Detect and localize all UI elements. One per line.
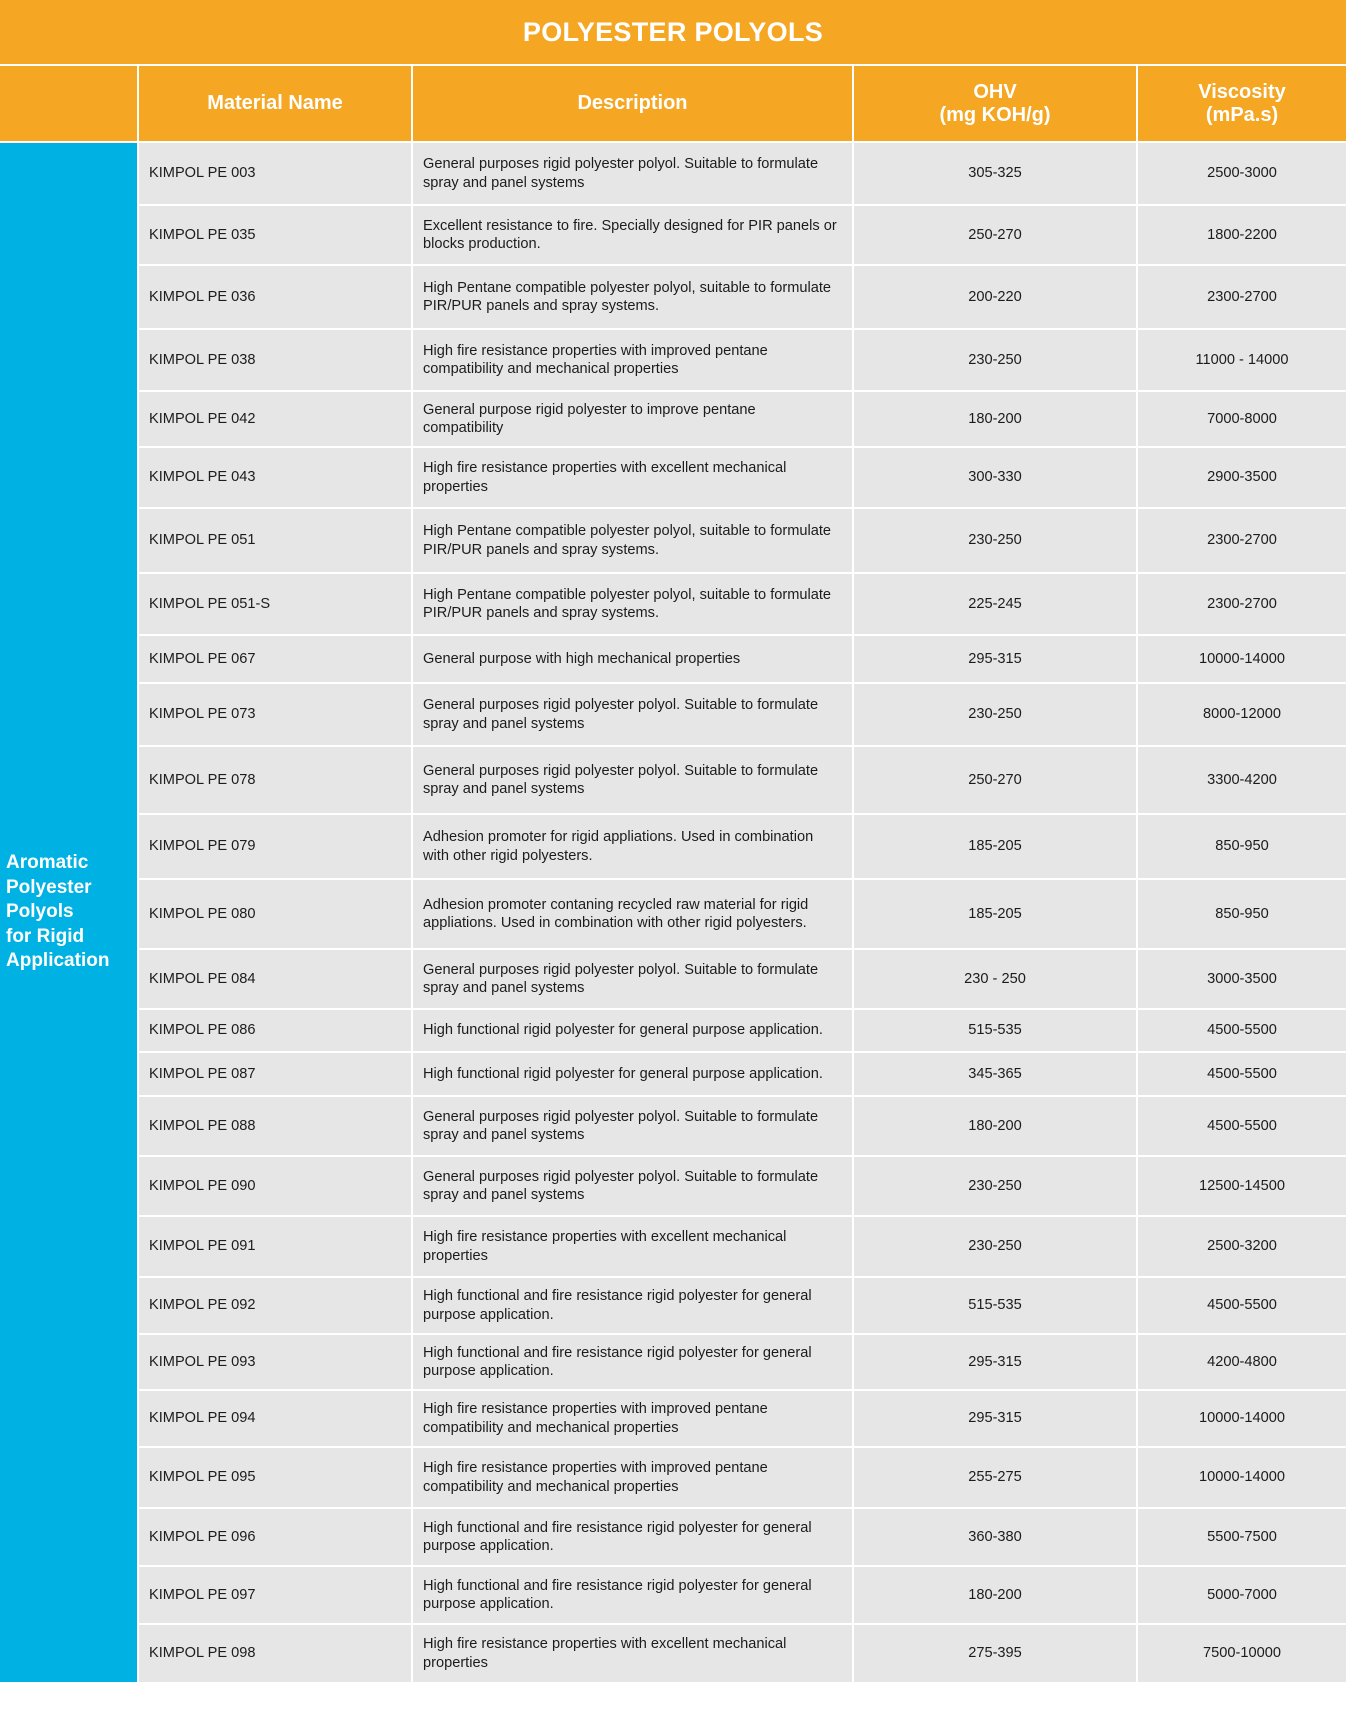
- table-row: [0, 142, 1346, 205]
- ohv-cell: 230-250: [853, 329, 1137, 391]
- description-line-1: General purposes rigid polyester polyol. Suitable to formulate: [423, 961, 819, 978]
- material-name-cell: KIMPOL PE 043: [138, 447, 412, 508]
- description-cell: [412, 573, 853, 635]
- description-line-1: High functional and fire resistance rigid polyester for general: [423, 1577, 812, 1594]
- description-cell: [412, 508, 853, 573]
- viscosity-cell: 11000 - 14000: [1137, 329, 1346, 391]
- description-cell: [412, 1390, 853, 1447]
- ohv-cell: 230-250: [853, 1216, 1137, 1277]
- ohv-cell: 515-535: [853, 1277, 1137, 1334]
- material-name-cell: KIMPOL PE 093: [138, 1334, 412, 1390]
- header-ohv: [853, 65, 1137, 142]
- table-row: [0, 205, 1346, 265]
- description-line-1: High fire resistance properties with improved pentane: [423, 342, 768, 359]
- viscosity-cell: 10000-14000: [1137, 1447, 1346, 1508]
- description-line-1: High fire resistance properties with excellent mechanical: [423, 1229, 787, 1245]
- table-row: [0, 265, 1346, 329]
- description-line-2: compatibility and mechanical properties: [423, 1478, 679, 1495]
- description-line-2: spray and panel systems: [423, 1127, 585, 1143]
- description-cell: [412, 879, 853, 949]
- material-name-cell: KIMPOL PE 096: [138, 1508, 412, 1566]
- description-line-1: High functional and fire resistance rigid polyester for general: [423, 1344, 812, 1361]
- description-cell: [412, 1156, 853, 1216]
- header-ohv-line2: (mg KOH/g): [939, 103, 1051, 126]
- description-cell: [412, 1566, 853, 1624]
- description-cell: [412, 329, 853, 391]
- description-line-1: High fire resistance properties with improved pentane: [423, 1460, 768, 1476]
- ohv-cell: 250-270: [853, 205, 1137, 265]
- ohv-cell: 295-315: [853, 635, 1137, 683]
- ohv-cell: 300-330: [853, 447, 1137, 508]
- table-row: [0, 879, 1346, 949]
- description-line-1: Excellent resistance to fire. Specially designed for PIR panels or: [423, 217, 837, 234]
- header-viscosity-line1: Viscosity: [1198, 80, 1286, 103]
- material-name-cell: KIMPOL PE 051: [138, 508, 412, 573]
- table-row: [0, 508, 1346, 573]
- table-row: [0, 1052, 1346, 1096]
- table-row: [0, 1277, 1346, 1334]
- ohv-cell: 230-250: [853, 508, 1137, 573]
- table-row: [0, 1156, 1346, 1216]
- material-name-cell: KIMPOL PE 088: [138, 1096, 412, 1156]
- material-name-cell: KIMPOL PE 073: [138, 683, 412, 746]
- description-cell: [412, 1277, 853, 1334]
- table-row: [0, 1216, 1346, 1277]
- table-row: [0, 635, 1346, 683]
- viscosity-cell: 2500-3200: [1137, 1216, 1346, 1277]
- material-name-cell: KIMPOL PE 092: [138, 1277, 412, 1334]
- description-cell: [412, 949, 853, 1009]
- table-row: [0, 814, 1346, 879]
- description-line-2: compatibility and mechanical properties: [423, 1419, 679, 1436]
- table-row: [0, 391, 1346, 447]
- viscosity-cell: 1800-2200: [1137, 205, 1346, 265]
- description-line-1: High functional and fire resistance rigid polyester for general: [423, 1288, 812, 1304]
- description-cell: [412, 1624, 853, 1682]
- viscosity-cell: 2300-2700: [1137, 265, 1346, 329]
- category-label: [0, 142, 138, 1682]
- table-row: [0, 1447, 1346, 1508]
- description-cell: [412, 746, 853, 814]
- description-line-1: Adhesion promoter contaning recycled raw material for rigid: [423, 896, 809, 913]
- viscosity-cell: 2300-2700: [1137, 573, 1346, 635]
- table-row: [0, 1009, 1346, 1052]
- table-row: [0, 1096, 1346, 1156]
- description-cell: [412, 1052, 853, 1096]
- ohv-cell: 185-205: [853, 879, 1137, 949]
- viscosity-cell: 4500-5500: [1137, 1277, 1346, 1334]
- description-line-2: with other rigid polyesters.: [423, 847, 593, 864]
- material-name-cell: KIMPOL PE 084: [138, 949, 412, 1009]
- description-cell: [412, 391, 853, 447]
- description-line-1: General purposes rigid polyester polyol. Suitable to formulate: [423, 156, 819, 172]
- viscosity-cell: 3300-4200: [1137, 746, 1346, 814]
- ohv-cell: 230-250: [853, 1156, 1137, 1216]
- description-cell: [412, 683, 853, 746]
- material-name-cell: KIMPOL PE 086: [138, 1009, 412, 1052]
- viscosity-cell: 7000-8000: [1137, 391, 1346, 447]
- description-line-1: General purposes rigid polyester polyol. Suitable to formulate: [423, 1108, 819, 1125]
- viscosity-cell: 10000-14000: [1137, 635, 1346, 683]
- table-row: [0, 1390, 1346, 1447]
- description-cell: [412, 1216, 853, 1277]
- ohv-cell: 255-275: [853, 1447, 1137, 1508]
- description-line-2: purpose application.: [423, 1596, 554, 1612]
- ohv-cell: 225-245: [853, 573, 1137, 635]
- description-line-1: High fire resistance properties with excellent mechanical: [423, 1636, 787, 1652]
- description-line-1: High functional rigid polyester for general purpose application.: [423, 1065, 823, 1082]
- table-row: [0, 447, 1346, 508]
- description-line-1: High functional rigid polyester for general purpose application.: [423, 1022, 823, 1039]
- viscosity-cell: 12500-14500: [1137, 1156, 1346, 1216]
- material-name-cell: KIMPOL PE 098: [138, 1624, 412, 1682]
- description-cell: [412, 205, 853, 265]
- material-name-cell: KIMPOL PE 003: [138, 142, 412, 205]
- description-cell: [412, 635, 853, 683]
- material-name-cell: KIMPOL PE 078: [138, 746, 412, 814]
- category-label-line1: Aromatic: [6, 852, 89, 874]
- material-name-cell: KIMPOL PE 094: [138, 1390, 412, 1447]
- description-line-1: High fire resistance properties with improved pentane: [423, 1401, 768, 1417]
- description-line-2: purpose application.: [423, 1363, 554, 1379]
- description-cell: [412, 814, 853, 879]
- viscosity-cell: 2300-2700: [1137, 508, 1346, 573]
- material-name-cell: KIMPOL PE 035: [138, 205, 412, 265]
- material-name-cell: KIMPOL PE 091: [138, 1216, 412, 1277]
- description-line-2: spray and panel systems: [423, 174, 585, 191]
- description-line-1: General purposes rigid polyester polyol. Suitable to formulate: [423, 762, 819, 779]
- table-row: [0, 573, 1346, 635]
- description-line-1: General purpose rigid polyester to improve pentane: [423, 401, 756, 418]
- viscosity-cell: 5000-7000: [1137, 1566, 1346, 1624]
- description-cell: [412, 1009, 853, 1052]
- ohv-cell: 345-365: [853, 1052, 1137, 1096]
- viscosity-cell: 850-950: [1137, 814, 1346, 879]
- description-line-1: General purposes rigid polyester polyol. Suitable to formulate: [423, 697, 819, 713]
- ohv-cell: 180-200: [853, 391, 1137, 447]
- ohv-cell: 185-205: [853, 814, 1137, 879]
- viscosity-cell: 4500-5500: [1137, 1096, 1346, 1156]
- table-row: [0, 1566, 1346, 1624]
- description-line-1: General purposes rigid polyester polyol. Suitable to formulate: [423, 1168, 819, 1185]
- ohv-cell: 230 - 250: [853, 949, 1137, 1009]
- ohv-cell: 180-200: [853, 1566, 1137, 1624]
- material-name-cell: KIMPOL PE 042: [138, 391, 412, 447]
- viscosity-cell: 2900-3500: [1137, 447, 1346, 508]
- viscosity-cell: 4200-4800: [1137, 1334, 1346, 1390]
- page-title: POLYESTER POLYOLS: [0, 0, 1346, 64]
- header-description: Description: [412, 65, 853, 142]
- viscosity-cell: 7500-10000: [1137, 1624, 1346, 1682]
- description-line-1: High functional and fire resistance rigid polyester for general: [423, 1519, 812, 1536]
- description-cell: [412, 142, 853, 205]
- ohv-cell: 180-200: [853, 1096, 1137, 1156]
- description-line-1: High Pentane compatible polyester polyol, suitable to formulate: [423, 279, 832, 296]
- ohv-cell: 305-325: [853, 142, 1137, 205]
- viscosity-cell: 5500-7500: [1137, 1508, 1346, 1566]
- viscosity-cell: 2500-3000: [1137, 142, 1346, 205]
- table-row: [0, 949, 1346, 1009]
- material-name-cell: KIMPOL PE 038: [138, 329, 412, 391]
- description-line-1: High Pentane compatible polyester polyol, suitable to formulate: [423, 523, 832, 539]
- header-viscosity: [1137, 65, 1346, 142]
- ohv-cell: 250-270: [853, 746, 1137, 814]
- viscosity-cell: 4500-5500: [1137, 1009, 1346, 1052]
- table-row: [0, 1508, 1346, 1566]
- description-cell: [412, 1447, 853, 1508]
- description-line-2: PIR/PUR panels and spray systems.: [423, 541, 660, 558]
- material-name-cell: KIMPOL PE 097: [138, 1566, 412, 1624]
- description-line-2: PIR/PUR panels and spray systems.: [423, 605, 660, 621]
- viscosity-cell: 3000-3500: [1137, 949, 1346, 1009]
- description-cell: [412, 1508, 853, 1566]
- description-cell: [412, 1096, 853, 1156]
- material-name-cell: KIMPOL PE 079: [138, 814, 412, 879]
- description-line-2: purpose application.: [423, 1306, 554, 1323]
- ohv-cell: 295-315: [853, 1334, 1137, 1390]
- description-line-2: spray and panel systems: [423, 1187, 585, 1203]
- description-line-1: General purpose with high mechanical properties: [423, 650, 741, 667]
- description-line-1: Adhesion promoter for rigid appliations. Used in combination: [423, 829, 814, 845]
- header-material-name: Material Name: [138, 65, 412, 142]
- description-line-1: High fire resistance properties with excellent mechanical: [423, 460, 787, 476]
- description-cell: [412, 1334, 853, 1390]
- description-line-2: spray and panel systems: [423, 980, 585, 996]
- ohv-cell: 515-535: [853, 1009, 1137, 1052]
- material-name-cell: KIMPOL PE 080: [138, 879, 412, 949]
- material-name-cell: KIMPOL PE 036: [138, 265, 412, 329]
- material-name-cell: KIMPOL PE 051-S: [138, 573, 412, 635]
- description-line-2: spray and panel systems: [423, 781, 585, 797]
- ohv-cell: 200-220: [853, 265, 1137, 329]
- header-viscosity-line2: (mPa.s): [1205, 103, 1279, 126]
- description-line-2: compatibility and mechanical properties: [423, 361, 679, 377]
- header-ohv-line1: OHV: [973, 80, 1017, 103]
- viscosity-cell: 4500-5500: [1137, 1052, 1346, 1096]
- material-name-cell: KIMPOL PE 067: [138, 635, 412, 683]
- viscosity-cell: 850-950: [1137, 879, 1346, 949]
- category-label-line5: Application: [6, 950, 110, 972]
- category-label-line2: Polyester: [6, 876, 92, 898]
- viscosity-cell: 10000-14000: [1137, 1390, 1346, 1447]
- description-line-2: PIR/PUR panels and spray systems.: [423, 298, 660, 314]
- description-line-2: compatibility: [423, 420, 504, 436]
- polyol-table: [0, 64, 1346, 1682]
- description-line-2: purpose application.: [423, 1538, 554, 1554]
- description-line-2: blocks production.: [423, 236, 541, 252]
- table-row: [0, 1334, 1346, 1390]
- ohv-cell: 295-315: [853, 1390, 1137, 1447]
- category-label-line4: for Rigid: [6, 925, 85, 947]
- table-row: [0, 1624, 1346, 1682]
- header-corner: [0, 65, 138, 142]
- material-name-cell: KIMPOL PE 087: [138, 1052, 412, 1096]
- category-label-line3: Polyols: [6, 901, 74, 923]
- header-row: [0, 65, 1346, 142]
- ohv-cell: 360-380: [853, 1508, 1137, 1566]
- description-line-2: spray and panel systems: [423, 715, 585, 732]
- ohv-cell: 275-395: [853, 1624, 1137, 1682]
- description-cell: [412, 447, 853, 508]
- material-name-cell: KIMPOL PE 095: [138, 1447, 412, 1508]
- description-line-1: High Pentane compatible polyester polyol, suitable to formulate: [423, 586, 832, 603]
- table-row: [0, 329, 1346, 391]
- viscosity-cell: 8000-12000: [1137, 683, 1346, 746]
- table-row: [0, 746, 1346, 814]
- ohv-cell: 230-250: [853, 683, 1137, 746]
- description-line-2: appliations. Used in combination with other rigid polyesters.: [423, 915, 807, 931]
- table-row: [0, 683, 1346, 746]
- description-line-2: properties: [423, 1247, 488, 1264]
- description-line-2: properties: [423, 1654, 488, 1671]
- description-cell: [412, 265, 853, 329]
- material-name-cell: KIMPOL PE 090: [138, 1156, 412, 1216]
- description-line-2: properties: [423, 478, 488, 495]
